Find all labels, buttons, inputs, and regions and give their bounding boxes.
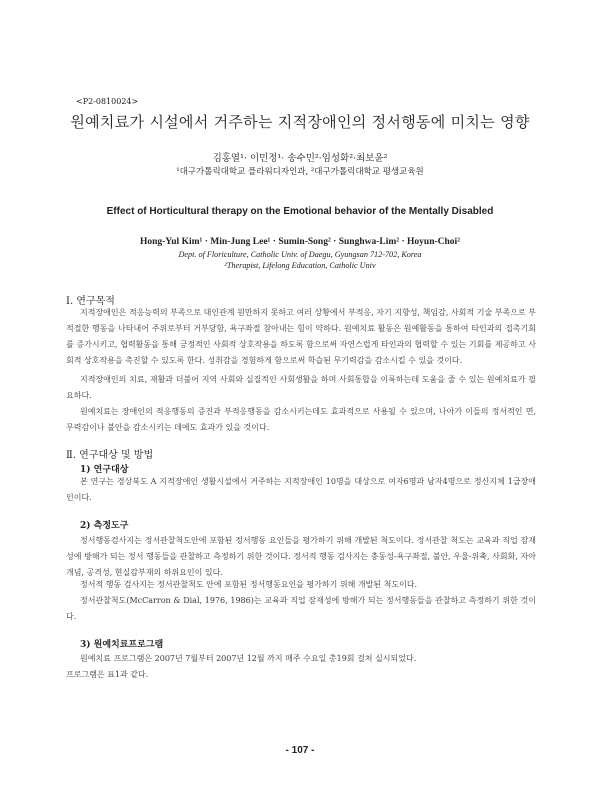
purpose-paragraph-2-text: 지적장애인의 치료, 재활과 더불어 지역 사회와 실질적인 사회생활을 하며 사회통합을 이룩하는데 도움을 줄 수 있는 원예치료가 필요하다.	[66, 375, 536, 400]
affiliation-english-1: Dept. of Floriculture, Catholic Univ. of Daegu, Gyungsan 712-702, Korea	[178, 250, 422, 259]
paper-code: <P2-0810024>	[76, 97, 139, 106]
paper-title-english: Effect of Horticultural therapy on the Emotional behavior of the Mentally Disabled	[106, 206, 494, 217]
instruments-paragraph-2	[66, 577, 536, 593]
purpose-paragraph-1	[66, 305, 536, 369]
program-paragraph-2	[66, 667, 536, 683]
instruments-paragraph-1	[66, 533, 536, 581]
subjects-paragraph-text: 본 연구는 경상북도 A 지적장애인 생활시설에서 거주하는 지적장애인 10명을 대상으로 여자6명과 남자4명으로 정신지체 1급장애인이다.	[66, 477, 536, 502]
instruments-paragraph-3	[66, 593, 536, 625]
instruments-paragraph-3-text: 정서관찰척도(McCarron & Dial, 1976, 1986)는 교육과 직업 잠재성에 방해가 되는 정서행동들을 관찰하고 측정하기 위한 것이다.	[66, 596, 536, 621]
affiliation-korean: ¹대구가톨릭대학교 플라워디자인과, ²대구가톨릭대학교 평생교육원	[176, 167, 424, 177]
program-paragraph-2-text: 프로그램은 표1과 같다.	[66, 670, 149, 679]
paper-title-korean: 원예치료가 시설에서 거주하는 지적장애인의 정서행동에 미치는 영향	[70, 113, 530, 131]
authors-korean: 김홍열¹· 이민정¹· 송수민²·임성화²·최보윤²	[212, 153, 388, 164]
page-number: - 107 -	[285, 745, 315, 756]
instruments-paragraph-1-text: 정서행동검사지는 정서관찰척도안에 포함된 정서행동 요인들을 평가하기 위해 개발된 척도이다. 정서관찰 척도는 교육과 직업 잠재성에 방해가 되는 정서 행동들을 관찰하고 측정하기 위한 것이다. 정서적 행동 검사지는 충동성-욕구좌절, 불안, 우울-위축, 사회화, 자아개념, 공격성, 현실감부재의 하위요인이 있다.	[66, 536, 536, 577]
purpose-paragraph-1-text: 지적장애인은 적응능력의 부족으로 대인관계 원만하지 못하고 여러 상황에서 부적응, 자기 지향성, 책임감, 사회적 기술 부족으로 부적절한 행동을 나타내어 주위로부터 거부당함, 욕구좌절 참아내는 힘이 약하다. 원예치료 활동은 원예활동을 통하여 타인과의 접촉기회를 증가시키고, 협력활동을 통해 긍정적인 사회적 상호작용을 하도록 함으로써 자연스럽게 타인과의 협력할 수 있는 기회를 제공하고 사회적 상호작용을 촉진할 수 있도록 한다. 성취감을 경험하게 함으로써 학습된 무기력감을 감소시킬 수 있을 것이다.	[66, 308, 536, 365]
program-paragraph-1-text: 원예치료 프로그램은 2007년 7월부터 2007년 12월 까지 매주 수요일 총19회 걸쳐 실시되었다.	[80, 654, 417, 663]
affiliation-english-2: ²Therapist, Lifelong Education, Catholic Univ	[224, 261, 376, 270]
subjects-paragraph	[66, 474, 536, 506]
instruments-paragraph-2-text: 정서적 행동 검사지는 정서관찰척도 안에 포함된 정서행동요인을 평가하기 위해 개발된 척도이다.	[80, 580, 418, 589]
program-paragraph-1	[66, 651, 536, 667]
section-heading-purpose: Ⅰ. 연구목적	[66, 296, 115, 307]
purpose-paragraph-3-text: 원예치료는 장애인의 적응행동의 증진과 부적응행동을 감소시키는데도 효과적으로 사용될 수 있으며, 나아가 이들의 정서적인 면, 무력감이나 불안을 감소시키는 데에도 효과가 있을 것이다.	[66, 407, 536, 432]
purpose-paragraph-3	[66, 404, 536, 436]
subheading-subjects: 1) 연구대상	[80, 465, 129, 475]
authors-english: Hong-Yul Kim¹ · Min-Jung Lee¹ · Sumin-Song² · Sunghwa-Lim² · Hoyun-Choi²	[139, 237, 461, 247]
section-heading-methods: Ⅱ. 연구대상 및 방법	[66, 450, 154, 461]
subheading-instruments: 2) 측정도구	[80, 521, 129, 531]
purpose-paragraph-2	[66, 372, 536, 404]
subheading-program: 3) 원예치료프로그램	[80, 640, 164, 650]
